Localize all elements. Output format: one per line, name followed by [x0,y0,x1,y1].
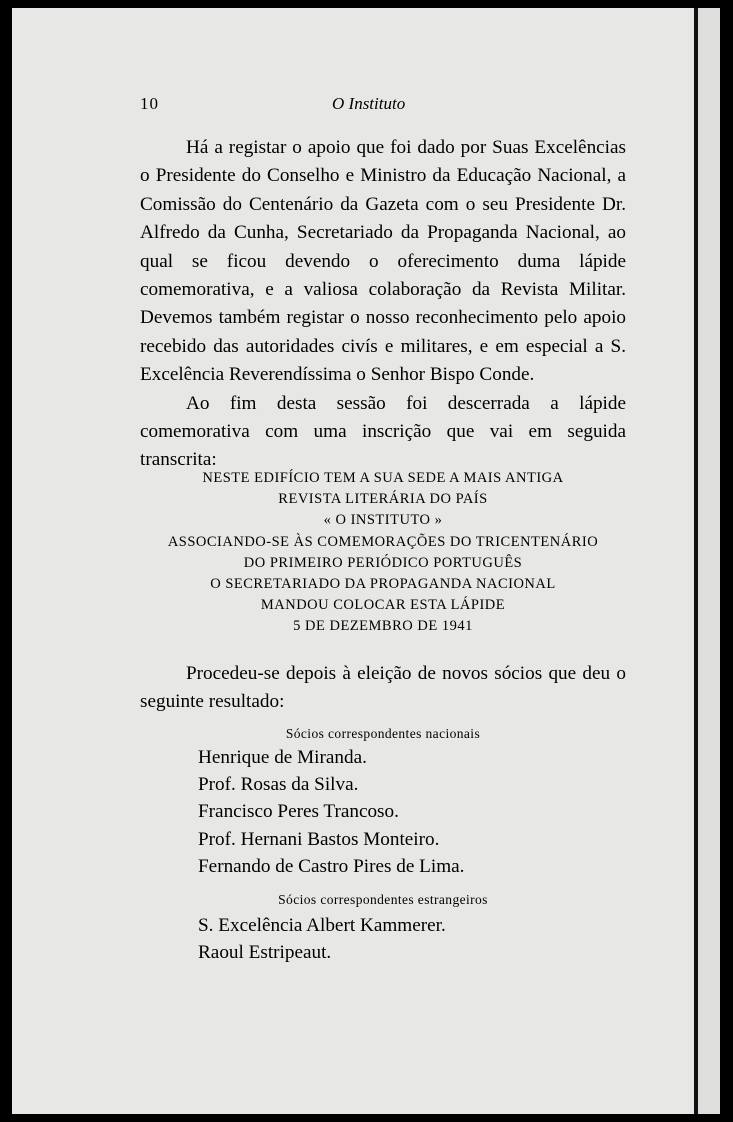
inscription-line: 5 DE DEZEMBRO DE 1941 [293,618,473,635]
inscription-line: DO PRIMEIRO PERIÓDICO PORTUGUÊS [243,554,523,571]
inscription-line: ASSOCIANDO-SE ÀS COMEMORAÇÕES DO TRICENTENÁRIO [167,533,599,550]
election-text [140,660,626,717]
member-name: Fernando de Castro Pires de Lima. [198,855,465,877]
national-members-list [198,744,464,880]
foreign-members-heading: Sócios correspondentes estrangeiros [278,892,488,907]
paragraph-election: Procedeu-se depois à eleição de novos sócios que deu o seguinte resultado: [140,663,626,713]
running-title: O Instituto [332,94,406,113]
member-name: Prof. Hernani Bastos Monteiro. [198,828,440,850]
foreign-members-list [198,912,446,966]
member-name: Henrique de Miranda. [198,747,367,768]
inscription-line: MANDOU COLOCAR ESTA LÁPIDE [260,597,506,614]
member-name: Francisco Peres Trancoso. [198,801,399,823]
national-members-heading: Sócios correspondentes nacionais [285,726,481,741]
inscription-line: « O INSTITUTO » [323,512,443,529]
inscription-line: O SECRETARIADO DA PROPAGANDA NACIONAL [210,576,556,593]
inscription-line: NESTE EDIFÍCIO TEM A SUA SEDE A MAIS ANTIGA [202,470,564,486]
paragraph-support: Há a registar o apoio que foi dado por Suas Excelências o Presidente do Conselho e Ministro da Educação Nacional, a Comissão do Centenário da Gazeta com o seu Presidente Dr. Alfredo da Cunha, Secretariado da Propaganda Nacional, ao qual se ficou devendo o oferecimento duma lápide comemorativa, e a valiosa colaboração da Revista Militar. Devemos também registar o nosso reconhecimento pelo apoio recebido das autoridades civís e militares, e em especial a S. Excelência Reverendíssima o Senhor Bispo Conde. [140,137,626,386]
plaque-inscription [140,468,626,638]
adjacent-page-edge [698,8,720,1114]
member-name: Prof. Rosas da Silva. [198,774,359,796]
page-number: 10 [140,94,159,113]
inscription-line: REVISTA LITERÁRIA DO PAÍS [278,491,488,508]
page-header [140,90,620,118]
body-text [140,134,626,475]
member-name: S. Excelência Albert Kammerer. [198,915,446,936]
paragraph-plaque: Ao fim desta sessão foi descerrada a lápide comemorativa com uma inscrição que vai em seguida transcrita: [140,392,626,471]
member-name: Raoul Estripeaut. [198,942,332,964]
